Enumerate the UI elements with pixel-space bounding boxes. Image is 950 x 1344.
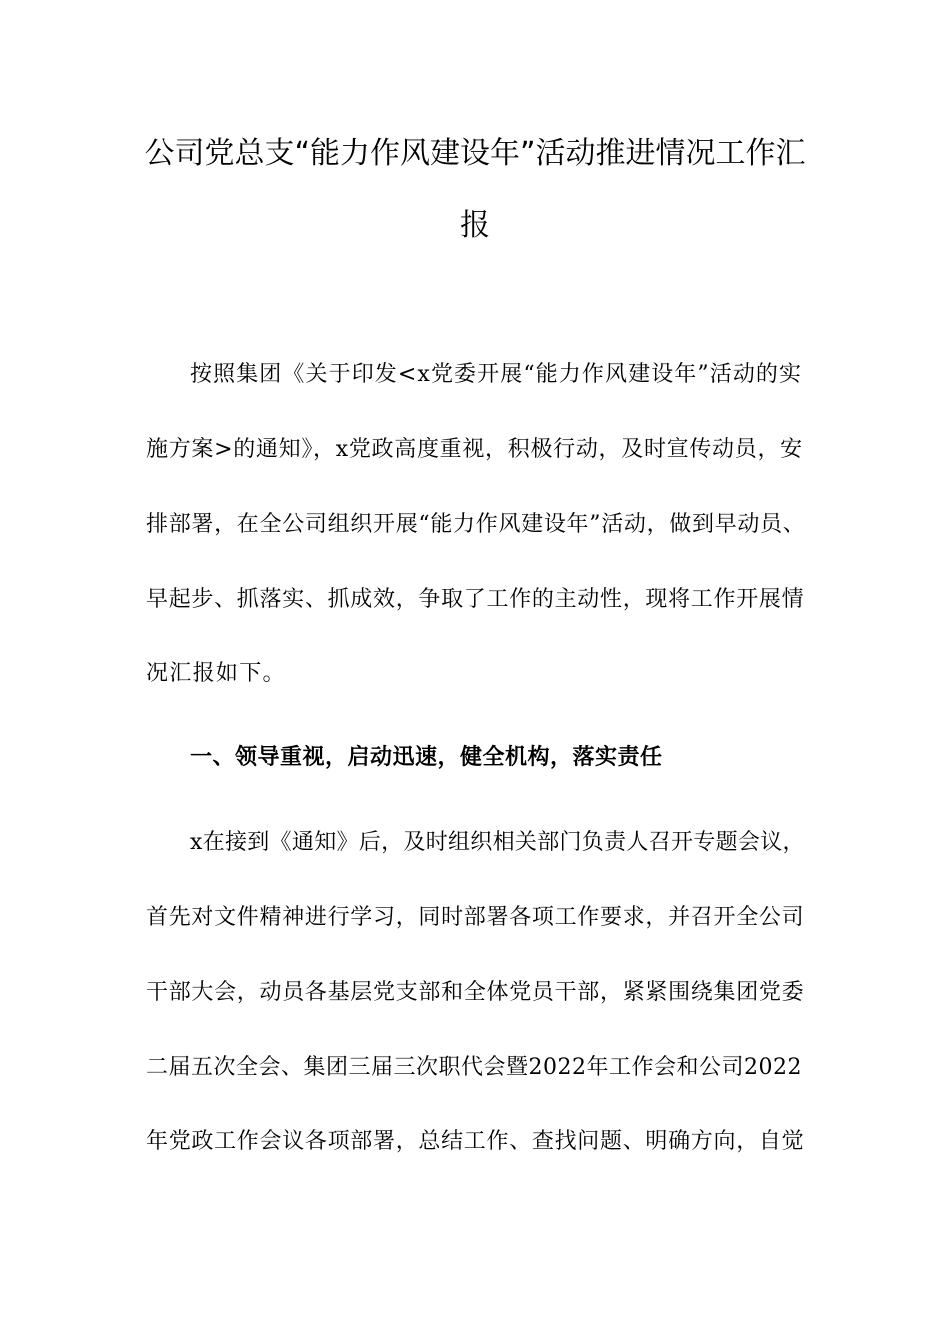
paragraph-2-line-4: 二届五次全会、集团三届三次职代会暨2022年工作会和公司2022	[146, 1055, 802, 1080]
paragraph-1-line-1: 按照集团《关于印发<x党委开展“能力作风建设年”活动的实	[190, 362, 803, 387]
document-title-line-2: 报	[460, 208, 490, 243]
paragraph-1-line-3: 排部署，在全公司组织开展“能力作风建设年”活动，做到早动员、	[146, 512, 806, 537]
paragraph-1-line-5: 况汇报如下。	[146, 661, 286, 686]
paragraph-2-line-3: 干部大会，动员各基层党支部和全体党员干部，紧紧围绕集团党委	[146, 980, 805, 1005]
paragraph-2-line-5: 年党政工作会议各项部署，总结工作、查找问题、明确方向，自觉	[146, 1129, 805, 1154]
paragraph-2-line-2: 首先对文件精神进行学习，同时部署各项工作要求，并召开全公司	[146, 905, 805, 930]
paragraph-1-line-4: 早起步、抓落实、抓成效，争取了工作的主动性，现将工作开展情	[146, 587, 805, 612]
document-title-line-1: 公司党总支“能力作风建设年”活动推进情况工作汇	[144, 136, 806, 171]
paragraph-1-line-2: 施方案>的通知》，x党政高度重视，积极行动，及时宣传动员，安	[146, 437, 803, 462]
section-1-heading: 一、领导重视，启动迅速，健全机构，落实责任	[190, 745, 663, 770]
paragraph-2-line-1: x在接到《通知》后，及时组织相关部门负责人召开专题会议，	[190, 830, 805, 855]
